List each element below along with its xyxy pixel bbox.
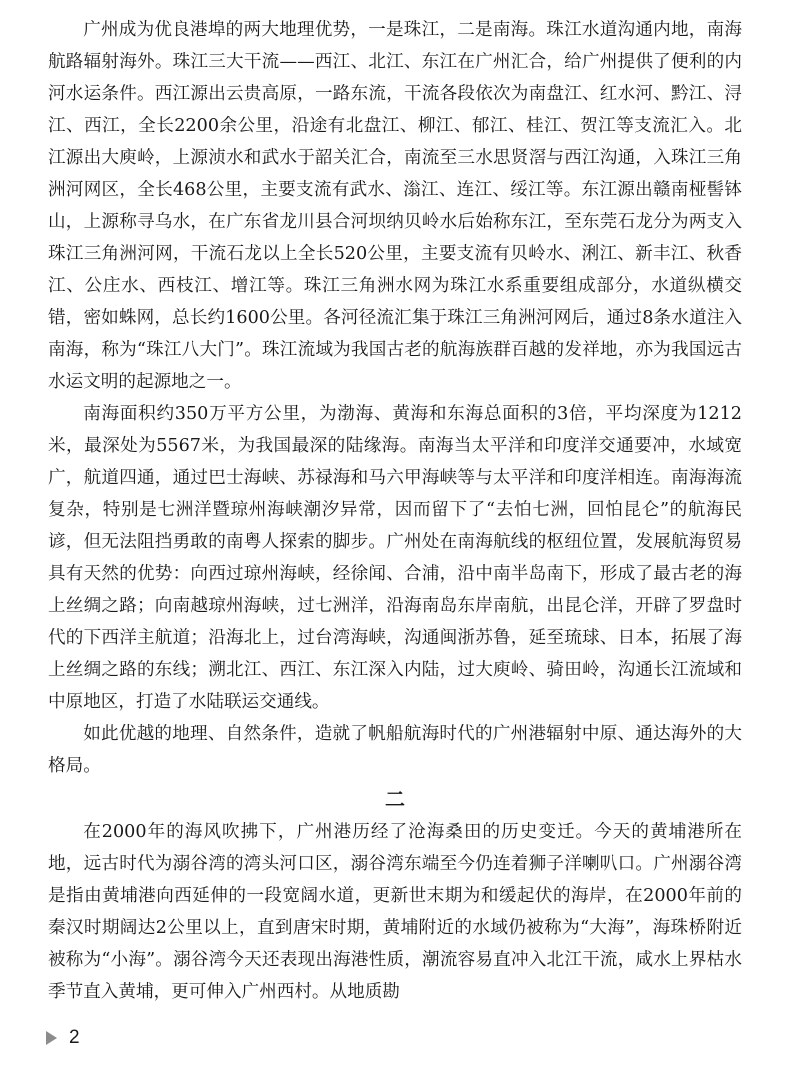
paragraph-port-history: 在2000年的海风吹拂下，广州港历经了沧海桑田的历史变迁。今天的黄埔港所在地，远古时代为溺谷湾的湾头河口区，溺谷湾东端至今仍连着狮子洋喇叭口。广州溺谷湾是指由黄埔港向西延伸的一段宽阔水道，更新世末期为和缓起伏的海岸，在2000年前的秦汉时期阔达2公里以上，直到唐宋时期，黄埔附近的水域仍被称为“大海”，海珠桥附近被称为“小海”。溺谷湾今天还表现出海港性质，潮流容易直冲入北江干流，咸水上界枯水季节直入黄埔，更可伸入广州西村。从地质勘 — [48, 822, 742, 1002]
paragraph-pearl-river: 广州成为优良港埠的两大地理优势，一是珠江，二是南海。珠江水道沟通内地，南海航路辐射海外。珠江三大干流——西江、北江、东江在广州汇合，给广州提供了便利的内河水运条件。西江源出云贵高原，一路东流，干流各段依次为南盘江、红水河、黔江、浔江、西江，全长2200余公里，沿途有北盘江、柳江、郁江、桂江、贺江等支流汇入。北江源出大庾岭，上源浈水和武水于韶关汇合，南流至三水思贤滘与西江沟通，入珠江三角洲河网区，全长468公里，主要支流有武水、滃江、连江、绥江等。东江源出赣南桠髻钵山，上源称寻乌水，在广东省龙川县合河坝纳贝岭水后始称东江，至东莞石龙分为两支入珠江三角洲河网，干流石龙以上全长520公里，主要支流有贝岭水、浰江、新丰江、秋香江、公庄水、西枝江、增江等。珠江三角洲水网为珠江水系重要组成部分，水道纵横交错，密如蛛网，总长约1600公里。各河径流汇集于珠江三角洲河网后，通过8条水道注入南海，称为“珠江八大门”。珠江流域为我国古老的航海族群百越的发祥地，亦为我国远古水运文明的起源地之一。 — [48, 20, 742, 392]
page-body — [48, 14, 742, 1008]
triangle-right-icon — [46, 1031, 57, 1045]
page-footer — [46, 1027, 80, 1049]
page-number: 2 — [69, 1027, 80, 1048]
section-heading: 二 — [385, 787, 405, 811]
paragraph-conclusion: 如此优越的地理、自然条件，造就了帆船航海时代的广州港辐射中原、通达海外的大格局。 — [48, 724, 742, 776]
paragraph-south-china-sea: 南海面积约350万平方公里，为渤海、黄海和东海总面积的3倍，平均深度为1212米，最深处为5567米，为我国最深的陆缘海。南海当太平洋和印度洋交通要冲，水域宽广，航道四通，通过巴士海峡、苏禄海和马六甲海峡等与太平洋和印度洋相连。南海海流复杂，特别是七洲洋暨琼州海峡潮汐异常，因而留下了“去怕七洲，回怕昆仑”的航海民谚，但无法阻挡勇敢的南粤人探索的脚步。广州处在南海航线的枢纽位置，发展航海贸易具有天然的优势：向西过琼州海峡，经徐闻、合浦，沿中南半岛南下，形成了最古老的海上丝绸之路；向南越琼州海峡，过七洲洋，沿海南岛东岸南航，出昆仑洋，开辟了罗盘时代的下西洋主航道；沿海北上，过台湾海峡，沟通闽浙苏鲁，延至琉球、日本，拓展了海上丝绸之路的东线；溯北江、西江、东江深入内陆，过大庾岭、骑田岭，沟通长江流域和中原地区，打造了水陆联运交通线。 — [48, 404, 742, 712]
